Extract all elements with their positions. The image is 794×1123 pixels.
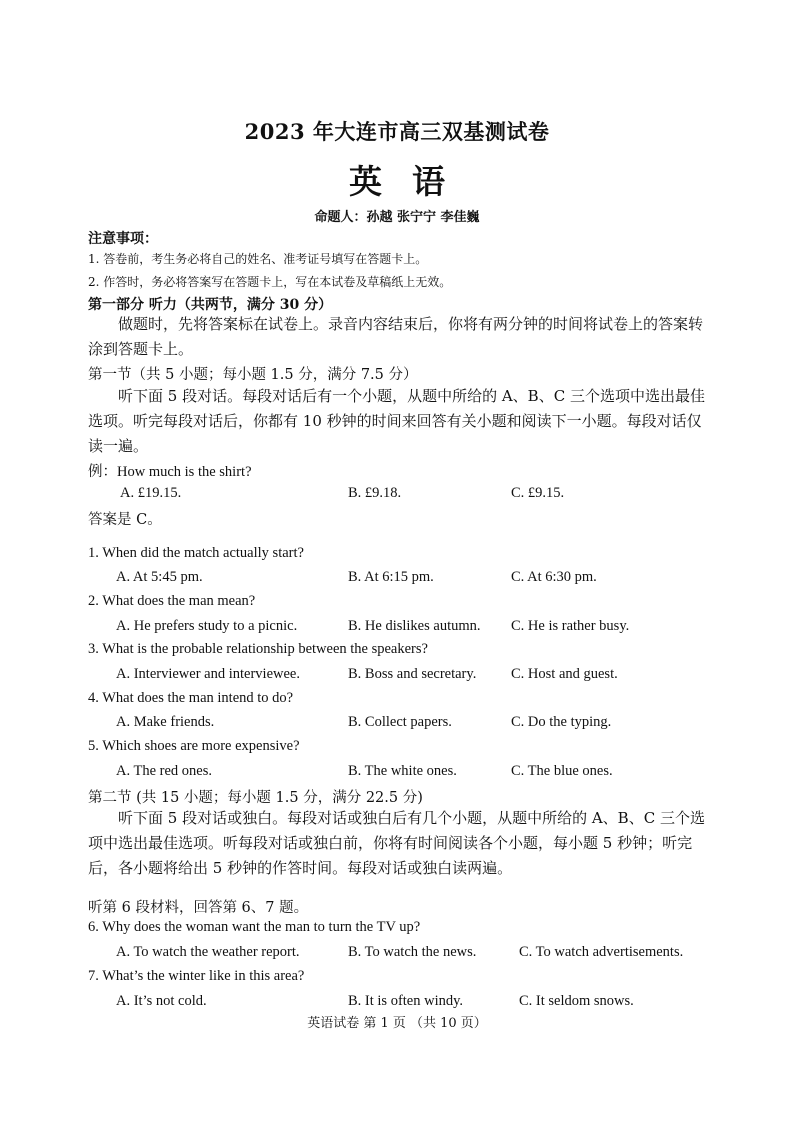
question-6-option-a: A. To watch the weather report. xyxy=(116,944,300,960)
example-option-b: B. £9.18. xyxy=(348,485,402,501)
question-7-option-c: C. It seldom snows. xyxy=(519,993,634,1009)
question-3: 3. What is the probable relationship between the speakers? xyxy=(88,641,428,657)
question-6: 6. Why does the woman want the man to turn the TV up? xyxy=(88,919,421,935)
question-3-option-c: C. Host and guest. xyxy=(511,666,618,682)
page-footer: 英语试卷 第 1 页 （共 10 页） xyxy=(307,1016,487,1031)
exam-title: 2023 年大连市高三双基测试卷 xyxy=(244,119,550,144)
question-2: 2. What does the man mean? xyxy=(88,593,256,609)
example-option-c: C. £9.15. xyxy=(511,485,565,501)
question-4-option-c: C. Do the typing. xyxy=(511,714,612,730)
question-6-option-c: C. To watch advertisements. xyxy=(519,944,684,960)
example-answer: 答案是 C。 xyxy=(88,512,162,528)
question-7: 7. What’s the winter like in this area? xyxy=(88,968,305,984)
question-1-option-c: C. At 6:30 pm. xyxy=(511,569,597,585)
question-3-option-a: A. Interviewer and interviewee. xyxy=(116,666,300,682)
question-5: 5. Which shoes are more expensive? xyxy=(88,738,300,754)
section2-instructions: 听下面 5 段对话或独白。每段对话或独白后有几个小题，从题中所给的 A、B、C 三个选项中选出最佳选项。听每段对话或独白前，你将有时间阅读各个小题，每小题 5 秒钟；听完后，各小题将给出 5 秒钟的作答时间。每段对话或独白读两遍。 xyxy=(88,809,705,877)
question-5-option-a: A. The red ones. xyxy=(116,763,212,779)
question-3-option-b: B. Boss and secretary. xyxy=(348,666,477,682)
section1-instructions: 听下面 5 段对话。每段对话后有一个小题，从题中所给的 A、B、C 三个选项中选出最佳选项。听完每段对话后，你都有 10 秒钟的时间来回答有关小题和阅读下一小题。每段对话仅读一遍。 xyxy=(88,387,705,455)
question-5-option-b: B. The white ones. xyxy=(348,763,457,779)
question-1: 1. When did the match actually start? xyxy=(88,545,304,561)
question-2-option-b: B. He dislikes autumn. xyxy=(348,618,481,634)
subject-title: 英语 xyxy=(349,162,475,201)
example-question: 例：How much is the shirt? xyxy=(88,464,252,480)
question-1-option-a: A. At 5:45 pm. xyxy=(116,569,203,585)
note-item: 1. 答卷前，考生务必将自己的姓名、准考证号填写在答题卡上。 xyxy=(88,252,428,266)
question-2-option-a: A. He prefers study to a picnic. xyxy=(116,618,298,634)
question-5-option-c: C. The blue ones. xyxy=(511,763,613,779)
question-1-option-b: B. At 6:15 pm. xyxy=(348,569,434,585)
question-4: 4. What does the man intend to do? xyxy=(88,690,294,706)
material-6-prompt: 听第 6 段材料，回答第 6、7 题。 xyxy=(88,900,309,916)
question-4-option-a: A. Make friends. xyxy=(116,714,215,730)
question-6-option-b: B. To watch the news. xyxy=(348,944,477,960)
notes-heading: 注意事项： xyxy=(88,231,158,247)
section1-heading: 第一节（共 5 小题；每小题 1.5 分，满分 7.5 分） xyxy=(88,367,418,383)
note-item: 2. 作答时，务必将答案写在答题卡上，写在本试卷及草稿纸上无效。 xyxy=(88,275,452,289)
question-2-option-c: C. He is rather busy. xyxy=(511,618,630,634)
part1-intro: 做题时，先将答案标在试卷上。录音内容结束后，你将有两分钟的时间将试卷上的答案转涂到答题卡上。 xyxy=(88,315,704,358)
authors-line: 命题人：孙越 张宁宁 李佳巍 xyxy=(314,210,480,225)
question-4-option-b: B. Collect papers. xyxy=(348,714,452,730)
part1-heading: 第一部分 听力（共两节，满分 30 分） xyxy=(88,297,333,313)
section2-heading: 第二节 (共 15 小题；每小题 1.5 分，满分 22.5 分) xyxy=(88,790,423,806)
question-7-option-a: A. It’s not cold. xyxy=(116,993,207,1009)
example-option-a: A. £19.15. xyxy=(120,485,182,501)
question-7-option-b: B. It is often windy. xyxy=(348,993,464,1009)
